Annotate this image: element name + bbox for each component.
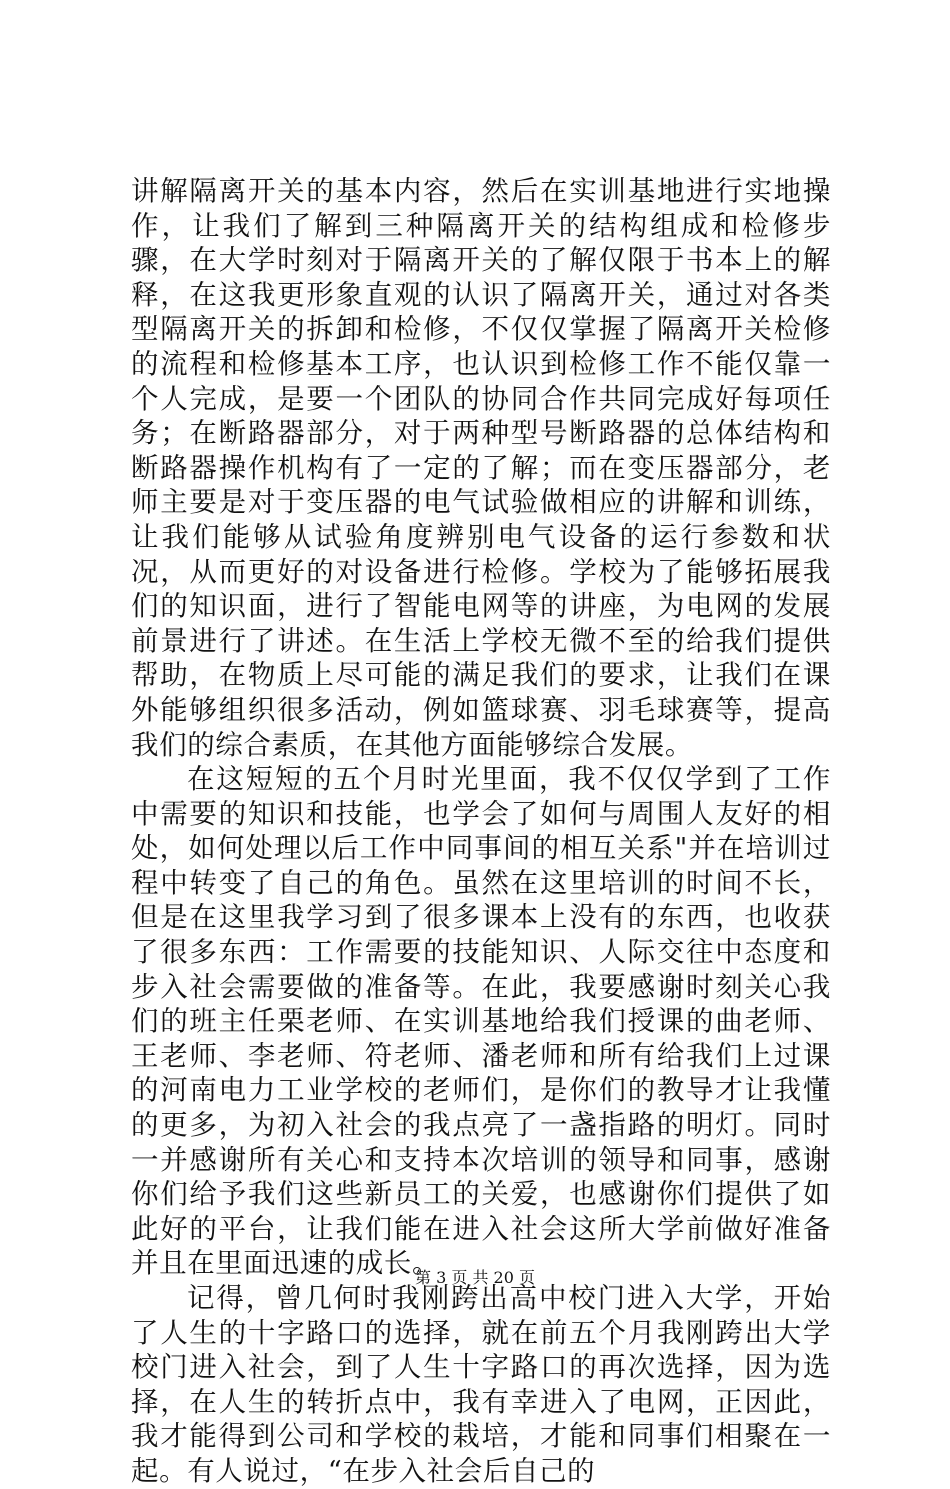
page-number-footer: 第 3 页 共 20 页: [415, 1268, 535, 1287]
paragraph-training-content: 讲解隔离开关的基本内容，然后在实训基地进行实地操作，让我们了解到三种隔离开关的结构组成和检修步骤，在大学时刻对于隔离开关的了解仅限于书本上的解释，在这我更形象直观的认识了隔离开关，通过对各类型隔离开关的拆卸和检修，不仅仅掌握了隔离开关检修的流程和检修基本工序，也认识到检修工作不能仅靠一个人完成，是要一个团队的协同合作共同完成好每项任务；在断路器部分，对于两种型号断路器的总体结构和断路器操作机构有了一定的了解；而在变压器部分，老师主要是对于变压器的电气试验做相应的讲解和训练，让我们能够从试验角度辨别电气设备的运行参数和状况，从而更好的对设备进行检修。学校为了能够拓展我们的知识面，进行了智能电网等的讲座，为电网的发展前景进行了讲述。在生活上学校无微不至的给我们提供帮助，在物质上尽可能的满足我们的要求，让我们在课外能够组织很多活动，例如篮球赛、羽毛球赛等，提高我们的综合素质，在其他方面能够综合发展。: [131, 175, 831, 761]
paragraph-gratitude: 在这短短的五个月时光里面，我不仅仅学到了工作中需要的知识和技能，也学会了如何与周围人友好的相处，如何处理以后工作中同事间的相互关系"并在培训过程中转变了自己的角色。虽然在这里培训的时间不长，但是在这里我学习到了很多课本上没有的东西，也收获了很多东西：工作需要的技能知识、人际交往中态度和步入社会需要做的准备等。在此，我要感谢时刻关心我们的班主任栗老师、在实训基地给我们授课的曲老师、王老师、李老师、符老师、潘老师和所有给我们上过课的河南电力工业学校的老师们，是你们的教导才让我懂的更多，为初入社会的我点亮了一盏指路的明灯。同时一并感谢所有关心和支持本次培训的领导和同事，感谢你们给予我们这些新员工的关爱，也感谢你们提供了如此好的平台，让我们能在进入社会这所大学前做好准备并且在里面迅速的成长。: [131, 763, 831, 1280]
document-body: [131, 174, 831, 1489]
paragraph-life-choice: 记得，曾几何时我刚跨出高中校门进入大学，开始了人生的十字路口的选择，就在前五个月我刚跨出大学校门进入社会，到了人生十字路口的再次选择，因为选择，在人生的转折点中，我有幸进入了电网，正因此，我才能得到公司和学校的栽培，才能和同事们相聚在一起。有人说过，“在步入社会后自己的: [131, 1282, 831, 1487]
